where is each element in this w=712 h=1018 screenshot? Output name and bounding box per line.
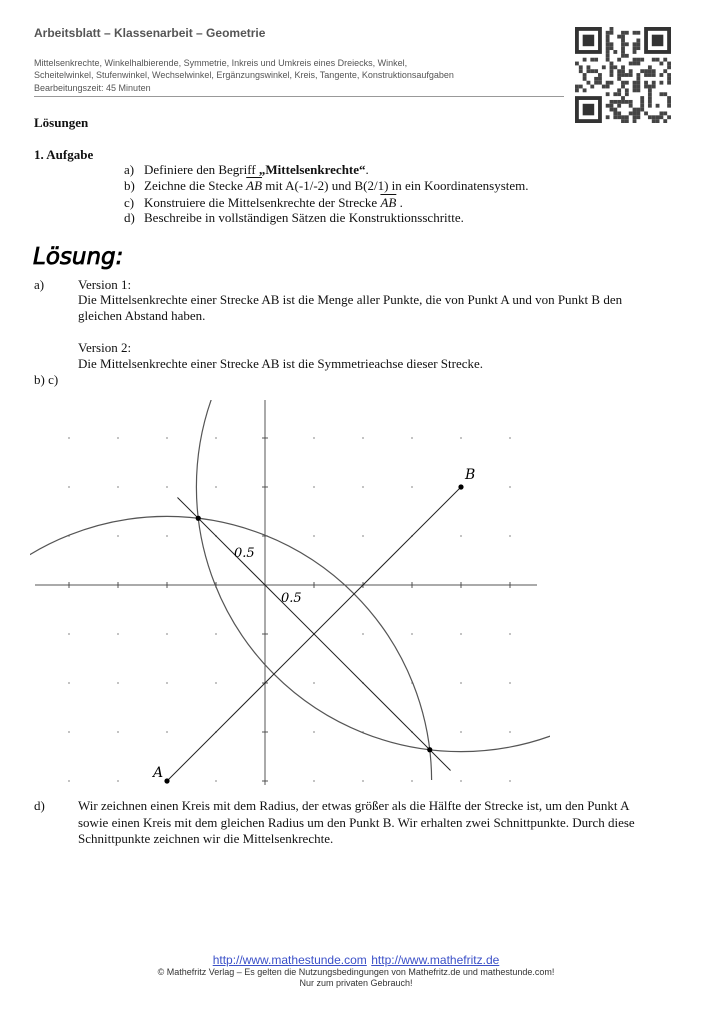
solution-heading-text: Lösung: bbox=[33, 244, 124, 270]
solution-a-v2-title: Version 2: bbox=[78, 340, 132, 355]
solution-d-label: d) bbox=[34, 798, 45, 813]
topics-line-2: Scheitelwinkel, Stufenwinkel, Wechselwinkel, Ergänzungswinkel, Kreis, Tangente, Konstruktionsaufgaben bbox=[34, 70, 454, 80]
header-title: Arbeitsblatt – Klassenarbeit – Geometrie bbox=[34, 26, 266, 40]
link-mathestunde[interactable]: http://www.mathestunde.com bbox=[212, 953, 367, 967]
solution-a-v1-line2: gleichen Abstand haben. bbox=[78, 308, 206, 323]
solution-d-line1: Wir zeichnen einen Kreis mit dem Radius, der etwas größer als die Hälfte der Strecke ist, um den Punkt A bbox=[78, 798, 630, 813]
header-rule bbox=[34, 96, 564, 97]
copyright: © Mathefritz Verlag – Es gelten die Nutzungsbedingungen von Mathefritz.de und mathestunde.com! bbox=[157, 967, 555, 977]
task-item-c: c) Konstruiere die Mittelsenkrechte der Strecke $\overline{AB}$ . bbox=[124, 195, 403, 210]
intersection-bottom bbox=[427, 747, 432, 752]
link-mathefritz[interactable]: http://www.mathefritz.de bbox=[371, 953, 500, 967]
construction-figure bbox=[0, 385, 712, 795]
tick-label-y: 0.5 bbox=[234, 546, 255, 561]
task-item-b: b) Zeichne die Stecke $\overline{AB}$ mit A(-1/-2) und B(2/1) in ein Koordinatensystem. bbox=[124, 178, 529, 193]
tick-label-x: 0.5 bbox=[281, 591, 302, 606]
task-title: 1. Aufgabe bbox=[34, 147, 94, 162]
section-title: Lösungen bbox=[34, 115, 89, 130]
solution-a-label: a) bbox=[34, 277, 45, 292]
solution-d-line3: Schnittpunkte zeichnen wir die Mittelsenkrechte. bbox=[78, 831, 334, 846]
point-b-label: B bbox=[465, 467, 476, 483]
solution-a-v1-title: Version 1: bbox=[78, 277, 132, 292]
intersection-top bbox=[196, 516, 201, 521]
solution-a-v1-line1: Die Mittelsenkrechte einer Strecke AB ist die Menge aller Punkte, die von Punkt A und von Punkt B den bbox=[78, 292, 623, 307]
working-time: Bearbeitungszeit: 45 Minuten bbox=[34, 83, 151, 93]
qr-code-icon bbox=[575, 27, 671, 123]
solution-a-v2-line1: Die Mittelsenkrechte einer Strecke AB ist die Symmetrieachse dieser Strecke. bbox=[78, 356, 484, 371]
point-b bbox=[458, 484, 463, 489]
task-item-d: d) Beschreibe in vollständigen Sätzen die Konstruktionsschritte. bbox=[124, 210, 464, 225]
solution-heading bbox=[32, 238, 124, 272]
task-item-a: a) Definiere den Begriff „Mittelsenkrechte“. bbox=[124, 162, 369, 177]
topics-line-1: Mittelsenkrechte, Winkelhalbierende, Symmetrie, Inkreis und Umkreis eines Dreiecks, Winkel, bbox=[34, 58, 408, 68]
circle-around-a bbox=[0, 516, 432, 1018]
point-a bbox=[164, 778, 169, 783]
solution-bc-label: b) c) bbox=[34, 372, 59, 387]
private-use-note: Nur zum privaten Gebrauch! bbox=[299, 978, 413, 988]
segment-ab: $\overline{AB}$ bbox=[380, 195, 397, 210]
segment-ab: $\overline{AB}$ bbox=[246, 178, 263, 193]
point-a-label: A bbox=[153, 765, 164, 781]
solution-d-line2: sowie einen Kreis mit dem gleichen Radius um den Punkt B. Wir erhalten zwei Schnittpunkte. Durch diese bbox=[78, 815, 635, 830]
